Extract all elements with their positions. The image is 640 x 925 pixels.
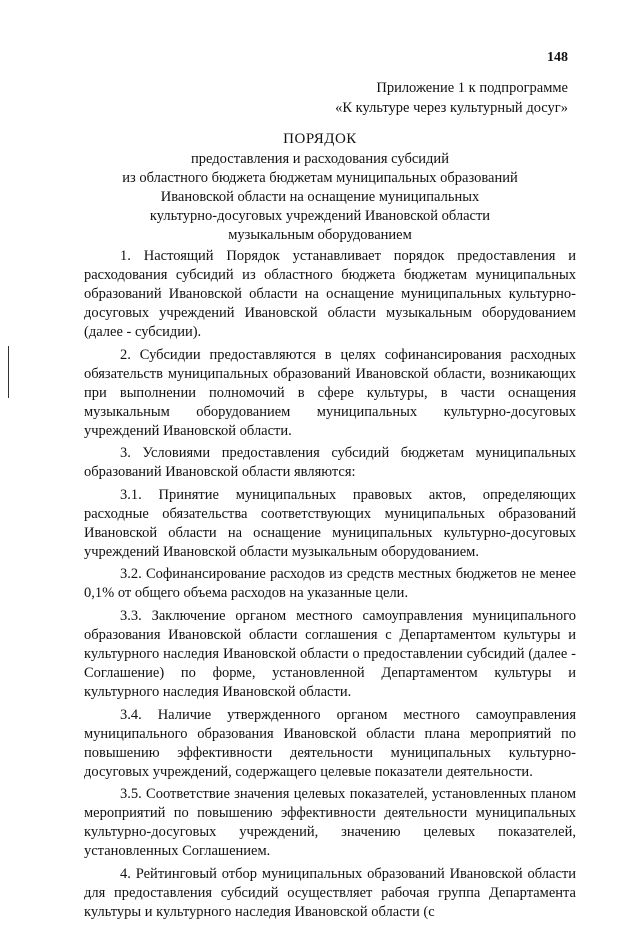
page-number: 148 [547,50,568,65]
subtitle-line: Ивановской области на оснащение муниципальных [160,189,480,205]
appendix-note [335,78,568,118]
document-title: ПОРЯДОК [283,131,357,147]
paragraph-3-5: 3.5. Соответствие значения целевых показателей, установленных планом мероприятий по повышению эффективности деятельности муниципальных культурно-досуговых учреждений, значению целевых показателей, установленных Соглашением. [84,786,576,860]
appendix-line-2: «К культуре через культурный досуг» [335,100,568,116]
paragraph-3: 3. Условиями предоставления субсидий бюджетам муниципальных образований Ивановской области являются: [84,445,576,481]
paragraph-1: 1. Настоящий Порядок устанавливает порядок предоставления и расходования субсидий из областного бюджета бюджетам муниципальных образований Ивановской области на оснащение муниципальных культурно-досуговых учреждений Ивановской области музыкальным оборудованием (далее - субсидии). [84,248,576,340]
paragraph-3-3: 3.3. Заключение органом местного самоуправления муниципального образования Ивановской области соглашения с Департаментом культуры и культурного наследия Ивановской области о предоставлении субсидий (далее - Соглашение) по форме, установленной Департаментом культуры и культурного наследия Ивановской области. [84,607,576,700]
subtitle-line: из областного бюджета бюджетам муниципальных образований [122,170,518,186]
subtitle-line: музыкальным оборудованием [228,227,412,243]
document-body [84,247,576,925]
document-subtitle [40,150,600,245]
subtitle-line: культурно-досуговых учреждений Ивановской области [149,208,491,224]
paragraph-3-2: 3.2. Софинансирование расходов из средств местных бюджетов не менее 0,1% от общего объема расходов на указанные цели. [84,566,576,602]
appendix-line-1: Приложение 1 к подпрограмме [376,80,568,96]
paragraph-3-4: 3.4. Наличие утвержденного органом местного самоуправления муниципального образования Ивановской области плана мероприятий по повышению эффективности деятельности муниципальных культурно-досуговых учреждений, содержащего целевые показатели деятельности. [84,706,576,780]
paragraph-2: 2. Субсидии предоставляются в целях софинансирования расходных обязательств муниципальных образований Ивановской области, возникающих при выполнении полномочий в сфере культуры, в части оснащения музыкальным оборудованием муниципальных культурно-досуговых учреждений Ивановской области. [84,346,576,439]
margin-mark [8,346,9,398]
subtitle-line: предоставления и расходования субсидий [191,151,449,167]
paragraph-4: 4. Рейтинговый отбор муниципальных образований Ивановской области для предоставления субсидий осуществляет рабочая группа Департамента культуры и культурного наследия Ивановской области (с [84,865,576,920]
paragraph-3-1: 3.1. Принятие муниципальных правовых актов, определяющих расходные обязательства соответствующих муниципальных образований Ивановской области на оснащение муниципальных культурно-досуговых учреждений Ивановской области музыкальным оборудованием. [84,486,576,560]
